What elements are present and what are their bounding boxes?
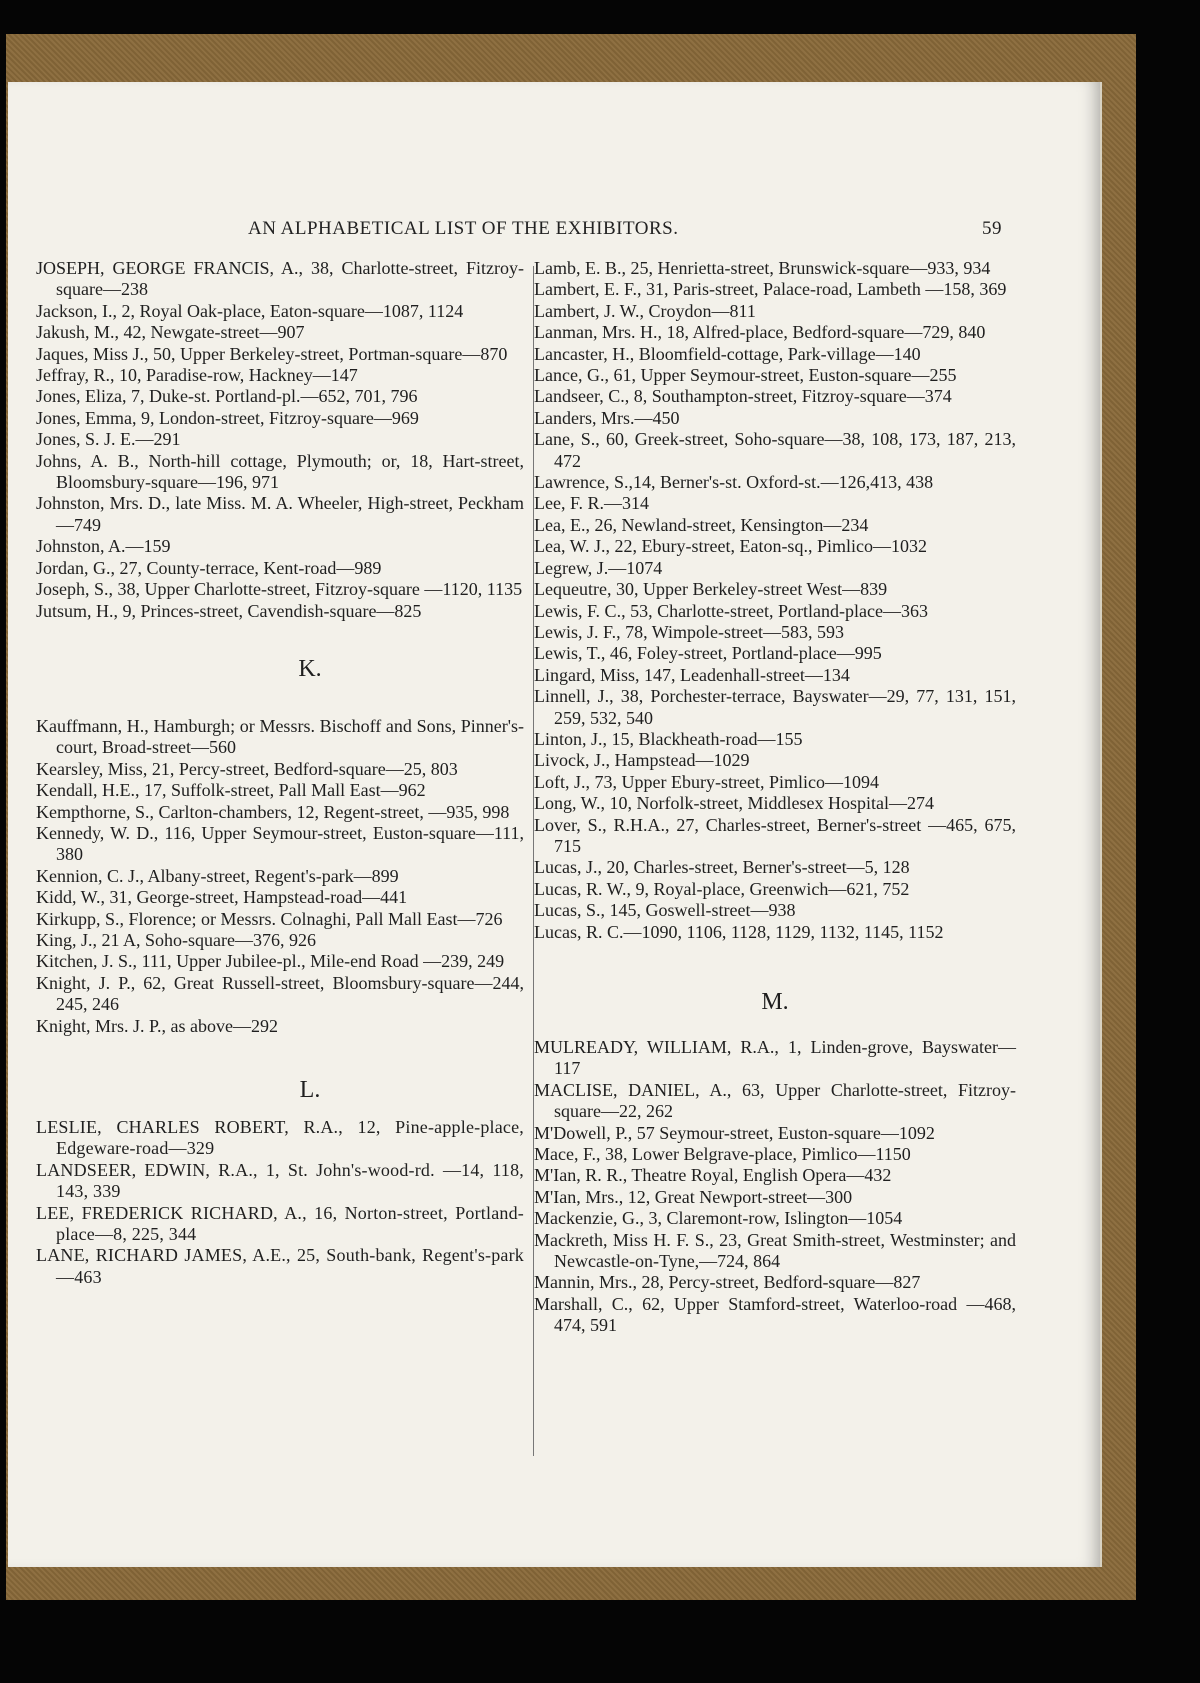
exhibitor-entry: Kidd, W., 31, George-street, Hampstead-road—441	[36, 887, 408, 908]
exhibitor-entry: Johns, A. B., North-hill cottage, Plymouth; or, 18, Hart-street, Bloomsbury-square—196, 971	[36, 450, 524, 493]
exhibitor-entry: Lewis, F. C., 53, Charlotte-street, Portland-place—363	[534, 600, 928, 621]
exhibitor-entry: Mackreth, Miss H. F. S., 23, Great Smith-street, Westminster; and Newcastle-on-Tyne,—724, 864	[534, 1229, 1016, 1272]
page-header	[0, 218, 1200, 248]
right-column	[534, 258, 1016, 1337]
exhibitor-entry: Joseph, S., 38, Upper Charlotte-street, Fitzroy-square —1120, 1135	[36, 579, 523, 600]
exhibitor-entry: Lancaster, H., Bloomfield-cottage, Park-village—140	[534, 343, 921, 364]
exhibitor-entry: LESLIE, CHARLES ROBERT, R.A., 12, Pine-apple-place, Edgeware-road—329	[36, 1117, 524, 1159]
exhibitor-entry: Lambert, J. W., Croydon—811	[534, 300, 756, 321]
exhibitor-entry: Kendall, H.E., 17, Suffolk-street, Pall Mall East—962	[36, 780, 426, 801]
page-number: 59	[982, 218, 1002, 239]
exhibitor-entry: Lanman, Mrs. H., 18, Alfred-place, Bedford-square—729, 840	[534, 322, 986, 343]
exhibitor-entry: Lane, S., 60, Greek-street, Soho-square—38, 108, 173, 187, 213, 472	[534, 429, 1016, 471]
exhibitor-entry: Jones, Emma, 9, London-street, Fitzroy-square—969	[36, 407, 419, 428]
section-heading-k: K.	[298, 655, 322, 682]
exhibitor-entry: Long, W., 10, Norfolk-street, Middlesex Hospital—274	[534, 793, 934, 814]
exhibitor-entry: Kirkupp, S., Florence; or Messrs. Colnaghi, Pall Mall East—726	[36, 908, 503, 929]
exhibitor-entry: Jones, Eliza, 7, Duke-st. Portland-pl.—652, 701, 796	[36, 386, 418, 407]
exhibitor-entry: Lucas, R. C.—1090, 1106, 1128, 1129, 1132, 1145, 1152	[534, 921, 944, 942]
exhibitor-entry: LANDSEER, EDWIN, R.A., 1, St. John's-wood-rd. —14, 118, 143, 339	[36, 1159, 524, 1202]
exhibitor-entry: Marshall, C., 62, Upper Stamford-street, Waterloo-road —468, 474, 591	[534, 1293, 1016, 1336]
exhibitor-entry: MULREADY, WILLIAM, R.A., 1, Linden-grove, Bayswater—117	[534, 1037, 1016, 1079]
exhibitor-entry: Lucas, J., 20, Charles-street, Berner's-street—5, 128	[534, 857, 910, 878]
page-title: AN ALPHABETICAL LIST OF THE EXHIBITORS.	[248, 218, 679, 239]
exhibitor-entry: Lequeutre, 30, Upper Berkeley-street West—839	[534, 579, 888, 600]
exhibitor-entry: Lewis, J. F., 78, Wimpole-street—583, 593	[534, 621, 844, 642]
exhibitor-entry: Lea, W. J., 22, Ebury-street, Eaton-sq., Pimlico—1032	[534, 536, 927, 557]
exhibitor-entry: Jordan, G., 27, County-terrace, Kent-road—989	[36, 557, 382, 578]
exhibitor-entry: Lawrence, S.,14, Berner's-st. Oxford-st.—126,413, 438	[534, 472, 934, 493]
exhibitor-entry: Mackenzie, G., 3, Claremont-row, Islington—1054	[534, 1208, 903, 1229]
exhibitor-entry: Livock, J., Hampstead—1029	[534, 750, 750, 771]
exhibitor-entry: Knight, J. P., 62, Great Russell-street, Bloomsbury-square—244, 245, 246	[36, 972, 524, 1015]
m-entries	[534, 1037, 1016, 1337]
section-heading-l: L.	[299, 1077, 321, 1103]
exhibitor-entry: Lover, S., R.H.A., 27, Charles-street, Berner's-street —465, 675, 715	[534, 814, 1016, 856]
exhibitor-entry: Linnell, J., 38, Porchester-terrace, Bayswater—29, 77, 131, 151, 259, 532, 540	[534, 686, 1016, 728]
j-entries	[36, 258, 524, 622]
exhibitor-entry: Johnston, A.—159	[36, 536, 171, 557]
l-entries-left	[36, 1117, 524, 1288]
exhibitor-entry: Lea, E., 26, Newland-street, Kensington—234	[534, 514, 869, 535]
exhibitor-entry: Lamb, E. B., 25, Henrietta-street, Brunswick-square—933, 934	[534, 258, 991, 278]
exhibitor-entry: Lee, F. R.—314	[534, 493, 650, 514]
exhibitor-entry: Loft, J., 73, Upper Ebury-street, Pimlico—1094	[534, 771, 879, 792]
exhibitor-entry: Lucas, R. W., 9, Royal-place, Greenwich—621, 752	[534, 878, 910, 899]
exhibitor-entry: LANE, RICHARD JAMES, A.E., 25, South-bank, Regent's-park—463	[36, 1245, 524, 1287]
exhibitor-entry: Lambert, E. F., 31, Paris-street, Palace-road, Lambeth —158, 369	[534, 279, 1007, 300]
exhibitor-entry: Jaques, Miss J., 50, Upper Berkeley-street, Portman-square—870	[36, 343, 508, 364]
exhibitor-entry: Lingard, Miss, 147, Leadenhall-street—134	[534, 664, 850, 685]
exhibitor-entry: Jones, S. J. E.—291	[36, 429, 181, 450]
exhibitor-entry: Kearsley, Miss, 21, Percy-street, Bedford-square—25, 803	[36, 758, 458, 779]
section-heading-m: M.	[761, 989, 789, 1015]
exhibitor-entry: M'Ian, R. R., Theatre Royal, English Opera—432	[534, 1165, 892, 1186]
exhibitor-entry: Kitchen, J. S., 111, Upper Jubilee-pl., Mile-end Road —239, 249	[36, 951, 505, 972]
exhibitor-entry: Legrew, J.—1074	[534, 557, 663, 578]
exhibitor-entry: LEE, FREDERICK RICHARD, A., 16, Norton-street, Portland-place—8, 225, 344	[36, 1202, 524, 1245]
exhibitor-entry: Linton, J., 15, Blackheath-road—155	[534, 728, 803, 749]
k-entries	[36, 716, 524, 1037]
exhibitor-entry: Landseer, C., 8, Southampton-street, Fitzroy-square—374	[534, 386, 952, 407]
left-column	[36, 258, 524, 1288]
exhibitor-entry: Mace, F., 38, Lower Belgrave-place, Pimlico—1150	[534, 1144, 911, 1165]
exhibitor-entry: Kennion, C. J., Albany-street, Regent's-park—899	[36, 865, 399, 886]
exhibitor-entry: Knight, Mrs. J. P., as above—292	[36, 1015, 278, 1036]
exhibitor-entry: MACLISE, DANIEL, A., 63, Upper Charlotte-street, Fitzroy-square—22, 262	[534, 1079, 1016, 1122]
exhibitor-entry: King, J., 21 A, Soho-square—376, 926	[36, 929, 316, 950]
exhibitor-entry: Johnston, Mrs. D., late Miss. M. A. Wheeler, High-street, Peckham—749	[36, 493, 524, 535]
exhibitor-entry: Landers, Mrs.—450	[534, 407, 680, 428]
exhibitor-entry: Lewis, T., 46, Foley-street, Portland-place—995	[534, 643, 882, 664]
exhibitor-entry: JOSEPH, GEORGE FRANCIS, A., 38, Charlotte-street, Fitzroy-square—238	[36, 258, 524, 300]
exhibitor-entry: Lance, G., 61, Upper Seymour-street, Euston-square—255	[534, 365, 957, 386]
exhibitor-entry: M'Ian, Mrs., 12, Great Newport-street—300	[534, 1186, 853, 1207]
exhibitor-entry: Jakush, M., 42, Newgate-street—907	[36, 322, 305, 343]
exhibitor-entry: Kempthorne, S., Carlton-chambers, 12, Regent-street, —935, 998	[36, 801, 510, 822]
exhibitor-entry: Lucas, S., 145, Goswell-street—938	[534, 900, 796, 921]
exhibitor-entry: Kennedy, W. D., 116, Upper Seymour-street, Euston-square—111, 380	[36, 822, 524, 865]
exhibitor-entry: Jackson, I., 2, Royal Oak-place, Eaton-square—1087, 1124	[36, 300, 464, 321]
l-entries-right	[534, 258, 1016, 943]
exhibitor-entry: Mannin, Mrs., 28, Percy-street, Bedford-square—827	[534, 1272, 921, 1293]
exhibitor-entry: Kauffmann, H., Hamburgh; or Messrs. Bischoff and Sons, Pinner's-court, Broad-street—560	[36, 715, 524, 758]
exhibitor-entry: M'Dowell, P., 57 Seymour-street, Euston-square—1092	[534, 1122, 935, 1143]
exhibitor-entry: Jeffray, R., 10, Paradise-row, Hackney—147	[36, 365, 358, 386]
exhibitor-entry: Jutsum, H., 9, Princes-street, Cavendish-square—825	[36, 600, 422, 621]
